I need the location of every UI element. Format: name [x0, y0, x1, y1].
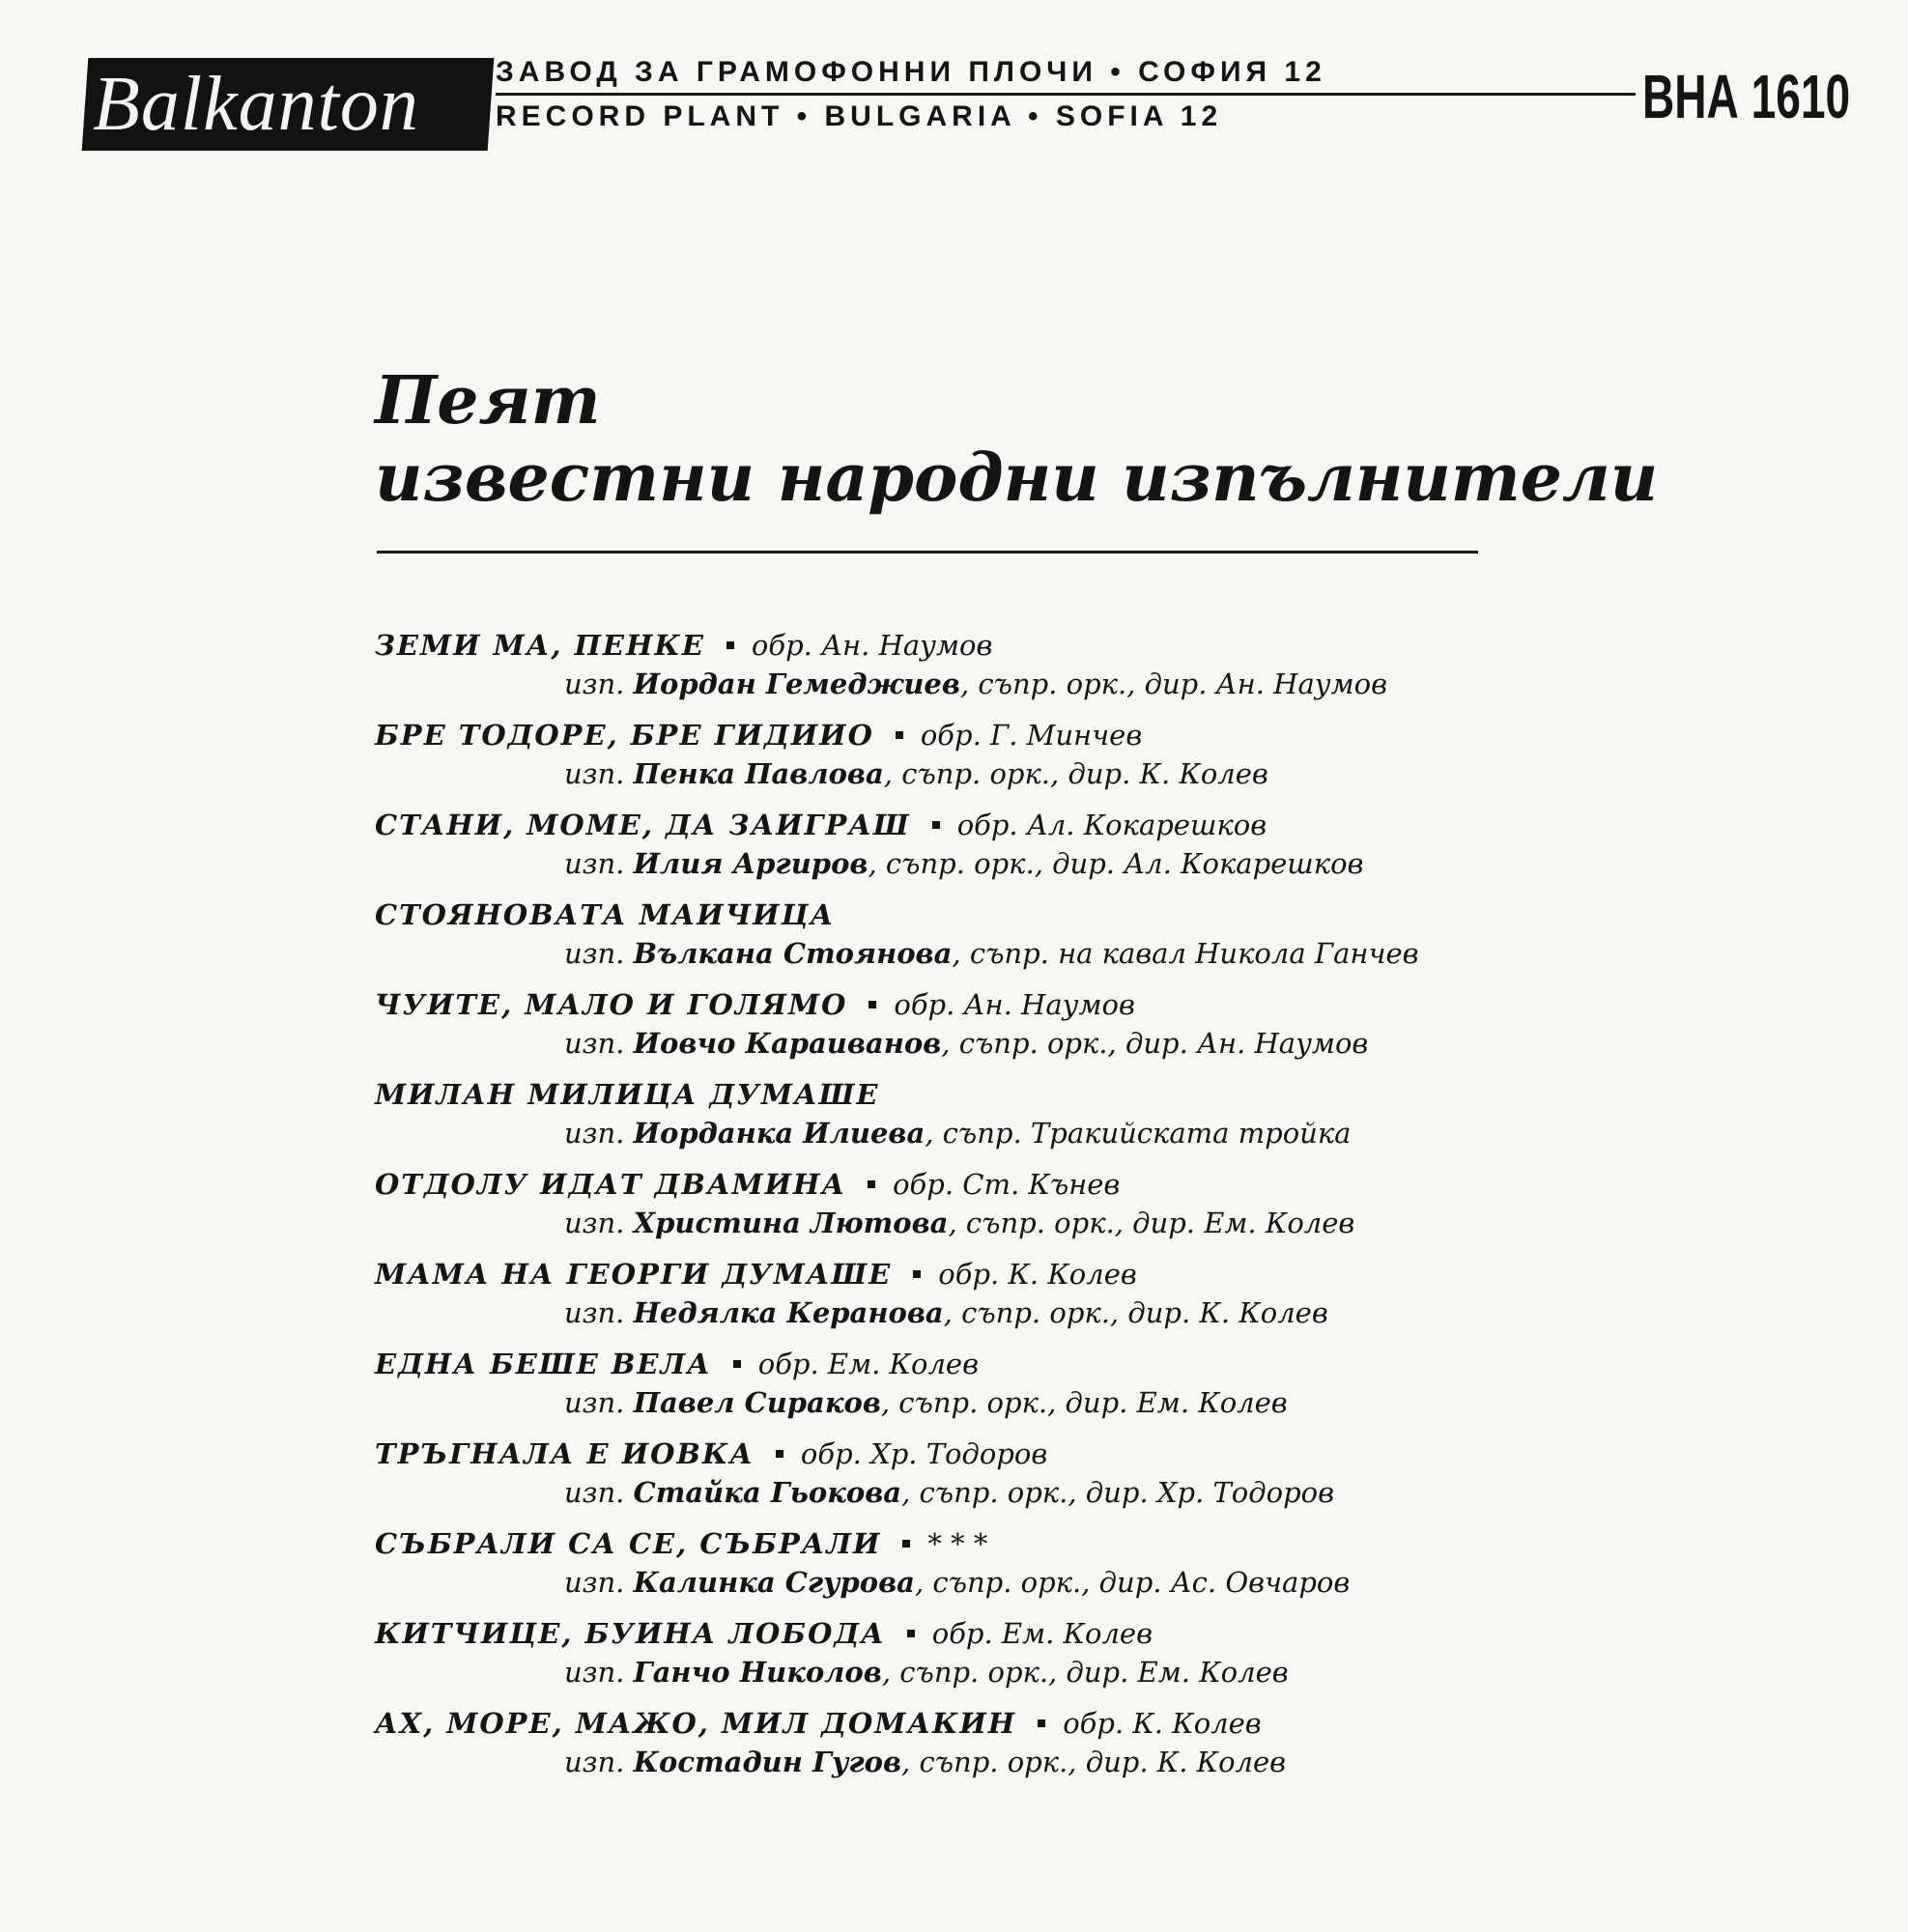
track-performer-row	[564, 1116, 1351, 1151]
song-title: ТРЪГНАЛА Е ИОВКА	[375, 1437, 755, 1470]
track-item	[375, 987, 1776, 1077]
balkanton-logo: Balkanton	[93, 62, 419, 147]
track-performer-row	[564, 1745, 1286, 1779]
catalog-number: ВНА 1610	[1642, 62, 1851, 131]
accompaniment: , съпр. орк., дир. Ан. Наумов	[941, 1027, 1369, 1060]
accompaniment: , съпр. орк., дир. К. Колев	[943, 1296, 1328, 1329]
accompaniment: , съпр. орк., дир. Ас. Овчаров	[914, 1566, 1351, 1599]
arranger: обр. Ан. Наумов	[894, 988, 1135, 1021]
performer-prefix: изп.	[564, 1656, 625, 1689]
song-title: СТОЯНОВАТА МАИЧИЦА	[375, 898, 836, 931]
performer: Иорданка Илиева	[633, 1117, 926, 1150]
performer-prefix: изп.	[564, 668, 625, 700]
performer: Павел Сираков	[633, 1386, 881, 1419]
arranger: обр. Ем. Колев	[931, 1617, 1153, 1650]
song-title: ЕДНА БЕШЕ ВЕЛА	[375, 1348, 712, 1380]
track-performer-row	[564, 1475, 1334, 1510]
accompaniment: , съпр. Тракийската тройка	[925, 1117, 1352, 1150]
track-item	[375, 628, 1776, 718]
track-title-row	[375, 1526, 987, 1561]
record-plant-english: RECORD PLANT • BULGARIA • SOFIA 12	[496, 100, 1223, 132]
track-title-row	[375, 897, 835, 932]
track-title-row	[375, 1257, 1137, 1292]
song-title: КИТЧИЦЕ, БУИНА ЛОБОДА	[375, 1617, 886, 1650]
track-list	[375, 628, 1776, 1796]
performer-prefix: изп.	[564, 1296, 625, 1329]
performer: Стайка Гьокова	[633, 1476, 902, 1509]
separator-square-icon	[902, 1540, 910, 1548]
song-title: ОТДОЛУ ИДАТ ДВАМИНА	[375, 1168, 847, 1201]
accompaniment: , съпр. орк., дир. Ем. Колев	[881, 1656, 1289, 1689]
track-title-row	[375, 1077, 879, 1112]
arranger: обр. Ал. Кокарешков	[956, 809, 1267, 841]
track-performer-row	[564, 1655, 1289, 1690]
performer: Костадин Гугов	[633, 1746, 902, 1778]
track-item	[375, 1257, 1776, 1347]
track-item	[375, 1706, 1776, 1796]
track-item	[375, 808, 1776, 897]
performer: Калинка Сгурова	[633, 1566, 915, 1599]
accompaniment: , съпр. на кавал Никола Ганчев	[952, 937, 1419, 970]
arranger: обр. Хр. Тодоров	[800, 1437, 1048, 1470]
track-title-row	[375, 808, 1267, 842]
track-title-row	[375, 1706, 1262, 1741]
track-performer-row	[564, 1295, 1328, 1330]
separator-square-icon	[726, 641, 734, 649]
song-title: АХ, МОРЕ, МАЖО, МИЛ ДОМАКИН	[375, 1707, 1017, 1740]
separator-square-icon	[776, 1450, 783, 1458]
performer-prefix: изп.	[564, 937, 625, 970]
arranger: обр. Ем. Колев	[757, 1348, 979, 1380]
title-divider	[377, 551, 1478, 554]
performer: Иордан Гемеджиев	[633, 668, 960, 700]
performer: Илия Аргиров	[633, 847, 869, 880]
track-title-row	[375, 1436, 1047, 1471]
song-title: ЗЕМИ МА, ПЕНКЕ	[375, 629, 705, 662]
separator-square-icon	[913, 1270, 921, 1278]
header-divider	[496, 93, 1636, 96]
song-title: БРЕ ТОДОРЕ, БРЕ ГИДИИО	[375, 719, 874, 752]
performer-prefix: изп.	[564, 1027, 625, 1060]
arranger: обр. Г. Минчев	[920, 719, 1143, 752]
accompaniment: , съпр. орк., дир. Ан. Наумов	[959, 668, 1387, 700]
performer: Вълкана Стоянова	[633, 937, 953, 970]
performer: Христина Лютова	[633, 1207, 949, 1239]
separator-square-icon	[907, 1630, 915, 1637]
track-item	[375, 897, 1776, 987]
accompaniment: , съпр. орк., дир. К. Колев	[883, 757, 1268, 790]
song-title: МИЛАН МИЛИЦА ДУМАШЕ	[375, 1078, 880, 1111]
separator-square-icon	[868, 1180, 875, 1188]
album-title	[375, 362, 1658, 517]
separator-square-icon	[1038, 1719, 1045, 1727]
song-title: МАМА НА ГЕОРГИ ДУМАШЕ	[375, 1258, 893, 1291]
performer: Пенка Павлова	[633, 757, 884, 790]
track-title-row	[375, 718, 1142, 753]
track-item	[375, 1526, 1776, 1616]
track-performer-row	[564, 756, 1268, 791]
track-title-row	[375, 628, 992, 663]
separator-square-icon	[896, 731, 903, 739]
track-item	[375, 1347, 1776, 1436]
arranger: обр. Ст. Кънев	[893, 1168, 1121, 1201]
performer-prefix: изп.	[564, 757, 625, 790]
album-title-line1: Пеят	[375, 362, 601, 440]
track-item	[375, 1616, 1776, 1706]
arranger: * * *	[927, 1527, 988, 1560]
performer-prefix: изп.	[564, 1386, 625, 1419]
track-performer-row	[564, 936, 1419, 971]
performer-prefix: изп.	[564, 1476, 625, 1509]
song-title: СТАНИ, МОМЕ, ДА ЗАИГРАШ	[375, 809, 911, 841]
performer-prefix: изп.	[564, 847, 625, 880]
track-performer-row	[564, 1565, 1350, 1600]
song-title: ЧУИТЕ, МАЛО И ГОЛЯМО	[375, 988, 848, 1021]
performer-prefix: изп.	[564, 1566, 625, 1599]
performer-prefix: изп.	[564, 1207, 625, 1239]
accompaniment: , съпр. орк., дир. Хр. Тодоров	[901, 1476, 1335, 1509]
song-title: СЪБРАЛИ СА СЕ, СЪБРАЛИ	[375, 1527, 882, 1560]
track-item	[375, 1436, 1776, 1526]
arranger: обр. К. Колев	[1063, 1707, 1262, 1740]
record-plant-bulgarian: ЗАВОД ЗА ГРАМОФОННИ ПЛОЧИ • СОФИЯ 12	[496, 56, 1326, 88]
track-performer-row	[564, 667, 1387, 701]
track-performer-row	[564, 846, 1363, 881]
separator-square-icon	[869, 1001, 876, 1009]
performer: Иовчо Караиванов	[633, 1027, 942, 1060]
track-title-row	[375, 1616, 1153, 1651]
track-title-row	[375, 1347, 979, 1381]
accompaniment: , съпр. орк., дир. Ал. Кокарешков	[868, 847, 1364, 880]
separator-square-icon	[733, 1360, 741, 1368]
arranger: обр. К. Колев	[938, 1258, 1137, 1291]
accompaniment: , съпр. орк., дир. Ем. Колев	[948, 1207, 1355, 1239]
track-performer-row	[564, 1026, 1368, 1061]
performer-prefix: изп.	[564, 1117, 625, 1150]
track-item	[375, 1077, 1776, 1167]
accompaniment: , съпр. орк., дир. К. Колев	[901, 1746, 1287, 1778]
accompaniment: , съпр. орк., дир. Ем. Колев	[880, 1386, 1288, 1419]
arranger: обр. Ан. Наумов	[751, 629, 993, 662]
track-title-row	[375, 987, 1135, 1022]
track-item	[375, 718, 1776, 808]
performer: Недялка Керанова	[633, 1296, 944, 1329]
track-performer-row	[564, 1206, 1354, 1240]
separator-square-icon	[932, 821, 940, 829]
header	[0, 0, 1908, 184]
track-performer-row	[564, 1385, 1288, 1420]
track-item	[375, 1167, 1776, 1257]
track-title-row	[375, 1167, 1120, 1202]
performer: Ганчо Николов	[633, 1656, 882, 1689]
album-title-line2: известни народни изпълнители	[375, 440, 1659, 517]
performer-prefix: изп.	[564, 1746, 625, 1778]
